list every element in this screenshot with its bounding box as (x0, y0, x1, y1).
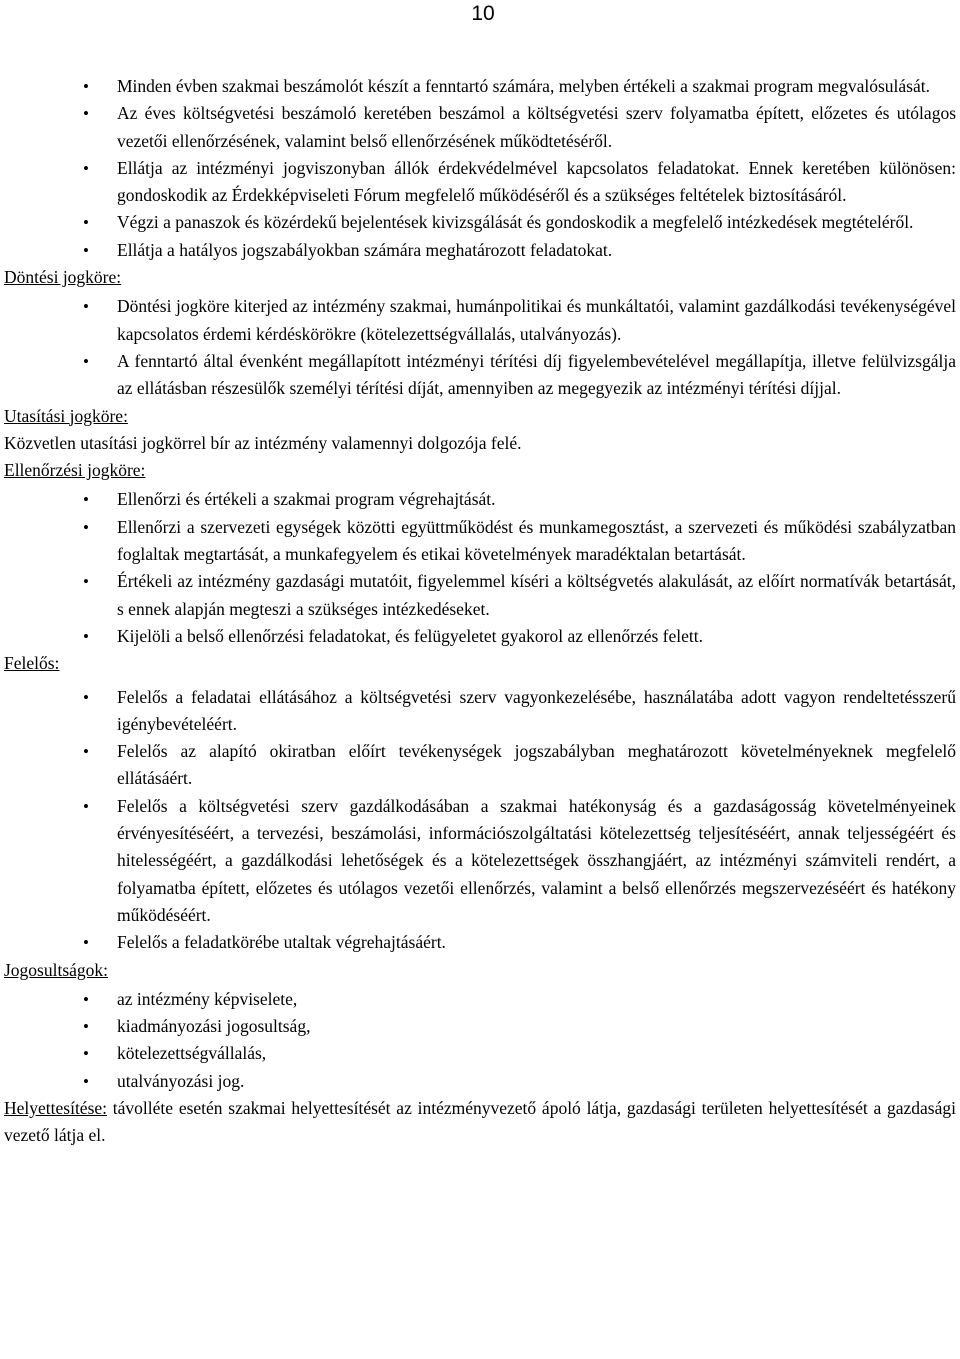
jogosultsagok-list (4, 986, 956, 1095)
bullet-icon: • (83, 687, 89, 707)
intro-list (4, 73, 956, 264)
ellenorzesi-list (4, 486, 956, 650)
list-item: • Kijelöli a belső ellenőrzési feladatokat, és felügyeletet gyakorol az ellenőrzés felett. (4, 623, 956, 650)
document-body (4, 73, 956, 1150)
bullet-icon: • (83, 1044, 89, 1064)
dontesi-list (4, 293, 956, 402)
helyettesites-text: távolléte esetén szakmai helyettesítését az intézményvezető ápoló látja, gazdasági területen helyettesítését a gazdasági vezető látja el. (4, 1097, 956, 1146)
bullet-icon: • (83, 517, 89, 537)
section-heading-felelos: Felelős: (4, 653, 60, 674)
section-heading-dontesi: Döntési jogköre: (4, 267, 122, 288)
felelos-list (4, 684, 956, 957)
bullet-icon: • (83, 742, 89, 762)
utasitasi-text: Közvetlen utasítási jogkörrel bír az intézmény valamennyi dolgozója felé. (4, 432, 522, 453)
list-item: • Ellátja az intézményi jogviszonyban állók érdekvédelmével kapcsolatos feladatokat. Ennek keretében különösen: gondoskodik az Érdekképviseleti Fórum megfelelő működéséről és a szükséges feltételek biztosításáról. (4, 155, 956, 210)
list-item: • az intézmény képviselete, (4, 986, 956, 1013)
bullet-icon: • (83, 796, 89, 816)
section-heading-utasitasi: Utasítási jogköre: (4, 405, 128, 426)
list-item: • Döntési jogköre kiterjed az intézmény szakmai, humánpolitikai és munkáltatói, valamint gazdálkodási tevékenységével kapcsolatos érdemi kérdéskörökre (kötelezettségvállalás, utalványozás). (4, 293, 956, 348)
list-item: • kiadmányozási jogosultság, (4, 1013, 956, 1040)
list-item: • Végzi a panaszok és közérdekű bejelentések kivizsgálását és gondoskodik a megfelelő intézkedések megtételéről. (4, 209, 956, 236)
section-heading-ellenorzesi: Ellenőrzési jogköre: (4, 460, 146, 481)
list-item: • Felelős az alapító okiratban előírt tevékenységek jogszabályban meghatározott követelményeknek megfelelő ellátásáért. (4, 738, 956, 793)
list-item: • Ellenőrzi a szervezeti egységek közötti együttműködést és munkamegosztást, a szervezeti és működési szabályzatban foglaltak megtartását, a munkafegyelem és etikai követelmények maradéktalan betartását. (4, 514, 956, 569)
list-item: • Minden évben szakmai beszámolót készít a fenntartó számára, melyben értékeli a szakmai program megvalósulását. (4, 73, 956, 100)
bullet-icon: • (83, 1017, 89, 1037)
list-item: • utalványozási jog. (4, 1068, 956, 1095)
bullet-icon: • (83, 626, 89, 646)
list-item: • kötelezettségvállalás, (4, 1040, 956, 1067)
bullet-icon: • (83, 213, 89, 233)
list-item: • Felelős a költségvetési szerv gazdálkodásában a szakmai hatékonyság és a gazdaságosság követelményeinek érvényesítéséért, a tervezési, beszámolási, információszolgáltatási kötelezettség teljesítéséért, annak teljességéért és hitelességéért, a gazdálkodási lehetőségek és a kötelezettségek összhangjáért, az intézményi számviteli rendért, a folyamatba épített, előzetes és utólagos vezetői ellenőrzés, valamint a belső ellenőrzés megszervezéséért és hatékony működéséért. (4, 793, 956, 929)
bullet-icon: • (83, 572, 89, 592)
list-item: • Az éves költségvetési beszámoló keretében beszámol a költségvetési szerv folyamatba épített, előzetes és utólagos vezetői ellenőrzésének, valamint belső ellenőrzésének működtetéséről. (4, 100, 956, 155)
list-item: • Ellenőrzi és értékeli a szakmai program végrehajtását. (4, 486, 956, 513)
section-heading-jogosultsagok: Jogosultságok: (4, 959, 109, 980)
bullet-icon: • (83, 1071, 89, 1091)
list-item: • Ellátja a hatályos jogszabályokban számára meghatározott feladatokat. (4, 237, 956, 264)
list-item: • A fenntartó által évenként megállapított intézményi térítési díj figyelembevételével megállapítja, illetve felülvizsgálja az ellátásban részesülők személyi térítési díját, amennyiben az megegyezik az intézményi térítési díjjal. (4, 348, 956, 403)
list-item: • Felelős a feladatkörébe utaltak végrehajtásáért. (4, 929, 956, 956)
section-heading-helyettesites: Helyettesítése: (4, 1097, 108, 1118)
bullet-icon: • (83, 240, 89, 260)
bullet-icon: • (83, 351, 89, 371)
bullet-icon: • (83, 297, 89, 317)
bullet-icon: • (83, 158, 89, 178)
bullet-icon: • (83, 490, 89, 510)
page-number: 10 (471, 2, 495, 25)
helyettesites-paragraph (4, 1095, 956, 1150)
list-item: • Értékeli az intézmény gazdasági mutatóit, figyelemmel kíséri a költségvetés alakulását, az előírt normatívák betartását, s ennek alapján megteszi a szükséges intézkedéseket. (4, 568, 956, 623)
bullet-icon: • (83, 933, 89, 953)
bullet-icon: • (83, 104, 89, 124)
list-item: • Felelős a feladatai ellátásához a költségvetési szerv vagyonkezelésébe, használatába adott vagyon rendeltetésszerű igénybevételéért. (4, 684, 956, 739)
bullet-icon: • (83, 77, 89, 96)
bullet-icon: • (83, 989, 89, 1009)
